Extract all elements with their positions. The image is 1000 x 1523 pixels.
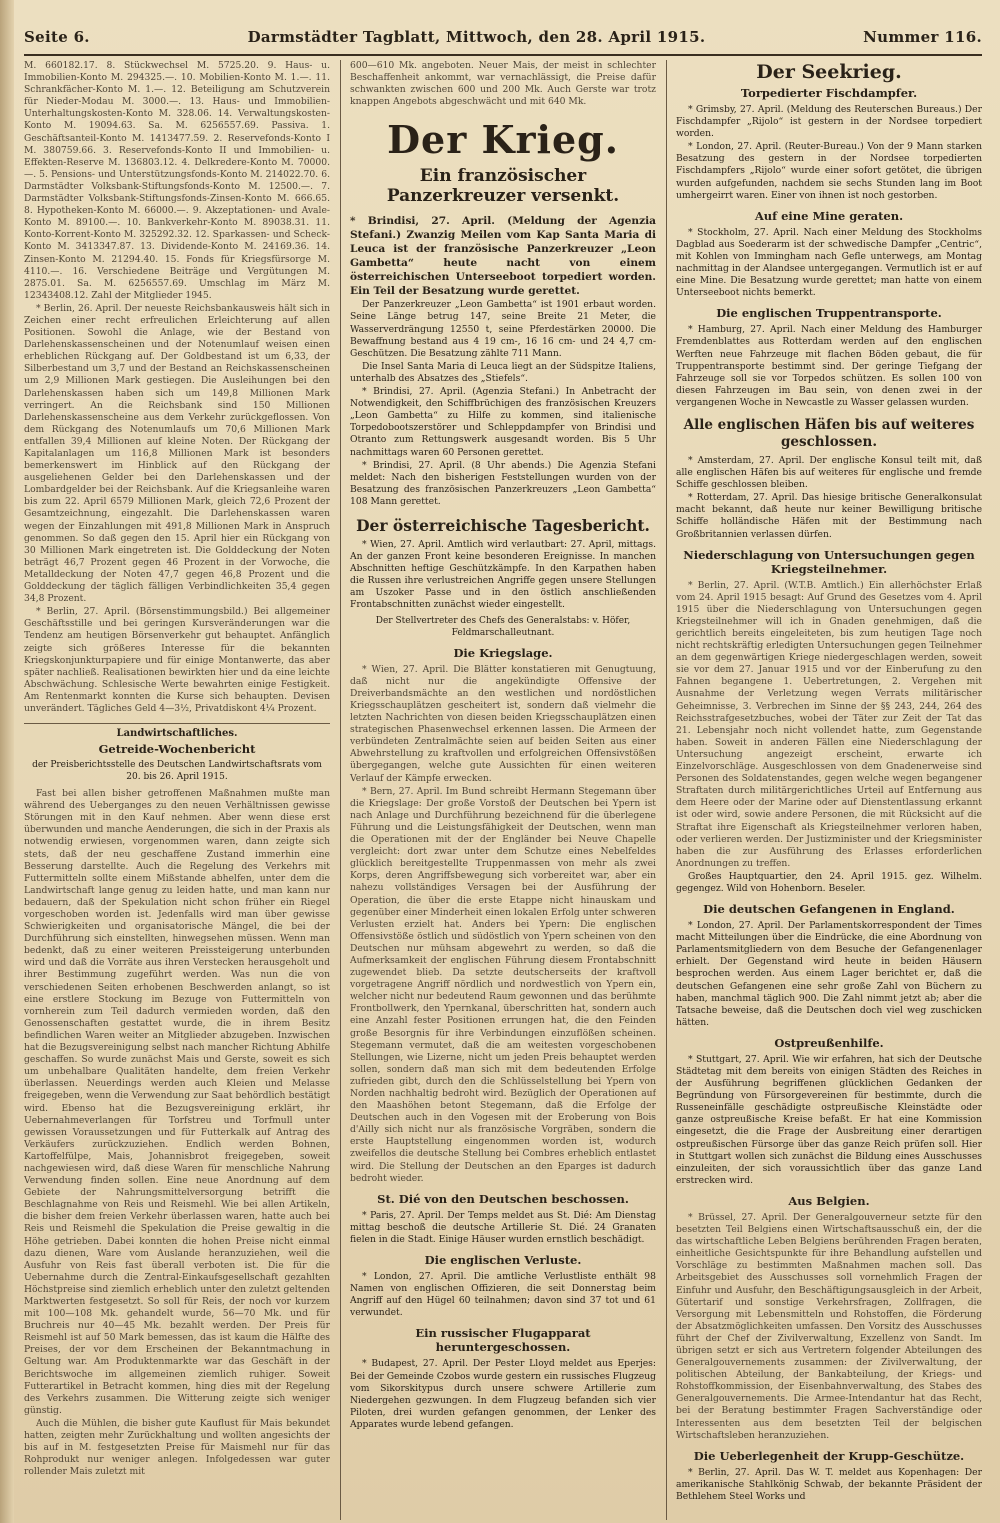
article-text: * Paris, 27. April. Der Temps meldet aus St. Dié: Am Dienstag mittag beschoß die deutsche Artillerie St. Dié. 24 Granaten fielen in die Stadt. Einige Häuser wurden ernstlich beschädigt.: [350, 1209, 656, 1245]
column-2: [340, 60, 656, 1520]
column-1: [24, 60, 330, 1520]
signature: Der Stellvertreter des Chefs des Generalstabs: v. Höfer, Feldmarschalleutnant.: [375, 615, 631, 638]
article-text: * Stockholm, 27. April. Nach einer Meldung des Stockholms Dagblad aus Soederarm ist der schwedische Dampfer „Centric“, mit Kohlen von Immingham nach Gefle unterwegs, am Montag nachmittag in der Alandsee untergegangen. Vermutlich ist er auf eine Mine. Die Besatzung wurde gerettet; man hatte von einem Unterseeboot nichts bemerkt.: [676, 226, 982, 299]
grain-report-text-continued: Auch die Mühlen, die bisher gute Kauflust für Mais bekundet hatten, zeigten mehr Zurückhaltung und wollten angesichts der bis auf in M. festgesetzten Preise für Maismehl nur für das Rohprodukt nur weniger anlegen. Infolgedessen war guter rollender Mais zuletzt mit: [24, 1417, 330, 1478]
article-text: * Hamburg, 27. April. Nach einer Meldung des Hamburger Fremdenblattes aus Rotterdam werden auf den englischen Werften neue Fahrzeuge mit flachen Böden gebaut, die für Truppentransporte bestimmt sind. Der geringe Tiefgang der Fahrzeuge soll sie vor Torpedos schützen. Es sollen 100 von diesen Fahrzeugen im Bau sein, von denen zwei in der vergangenen Woche in Newcastle zu Wasser gelassen wurden.: [676, 324, 982, 408]
article-text: * Amsterdam, 27. April. Der englische Konsul teilt mit, daß alle englischen Häfen bis auf weiteres für englische und fremde Schiffe geschlossen bleiben.: [676, 454, 982, 491]
headline-torpedoed-trawler: Torpedierter Fischdampfer.: [740, 86, 918, 100]
headline-prisoners-england: Die deutschen Gefangenen in England.: [703, 902, 955, 917]
masthead: [24, 28, 982, 56]
article-text: * Berlin, 27. April. Das W. T. meldet aus Kopenhagen: Der amerikanische Stahlkönig Schwab, der bekannte Präsident der Bethlehem Steel Works und: [676, 1466, 982, 1502]
article-text: * Brüssel, 27. April. Der Generalgouverneur setzte für den besetzten Teil Belgiens einen Wirtschaftsausschuß ein, der die das wirtschaftliche Leben Belgiens berührenden Fragen beraten, einheitliche Gesichtspunkte für ihre Behandlung aufstellen und Vorschläge zu bestimmten Maßnahmen machen soll. Das Arbeitsgebiet des Ausschusses soll vornehmlich Fragen der Einfuhr und Ausfuhr, den Beschäftigungsausgleich in der Arbeit, Gütertarif und sonstige Verkehrsfragen, Zollfragen, die Versorgung mit Lebensmitteln und Rohstoffen, die Förderung der Absatzmöglichkeiten umfassen. Den Vorsitz des Ausschusses führt der Chef der Zivilverwaltung, Exzellenz von Sandt. Im übrigen setzt er sich aus Vertretern folgender Abteilungen des Generalgouvernements zusammen: der Zivilverwaltung, der politischen Abteilung, der Bankabteilung, der Kriegs- und Rohstoffkommission, der Eisenbahnverwaltung, des Stabes des Generalgouvernements. Die Armee-Intendantur hat das Recht, bei der Beratung bestimmter Fragen Sachverständige oder Interessenten aus dem besetzten Teil der belgischen Wirtschaftsleben heranzuziehen.: [676, 1211, 982, 1441]
headline-english-losses: Die englischen Verluste.: [424, 1253, 582, 1268]
headline-austrian-report: Der österreichische Tagesbericht.: [356, 515, 650, 535]
headline-east-prussia-aid: Ostpreußenhilfe.: [774, 1035, 884, 1050]
article-text: Der Panzerkreuzer „Leon Gambetta“ ist 1901 erbaut worden. Seine Länge betrug 147, seine Breite 21 Meter, die Wasserverdrängung 12550 t, seine Pferdestärken 20000. Die Bewaffnung bestand aus 4 19 cm-, 16 16 cm- und 24 4,7 cm-Geschützen. Die Besatzung zählte 711 Mann.: [350, 299, 656, 359]
article-text: * Brindisi, 27. April. (8 Uhr abends.) Die Agenzia Stefani meldet: Nach den bisherigen Feststellungen wurden von der Besatzung des französischen Panzerkreuzers „Leon Gambetta“ 108 Mann gerettet.: [350, 459, 656, 507]
article-text: * Stuttgart, 27. April. Wie wir erfahren, hat sich der Deutsche Städtetag mit dem bereits von einigen Städten des Reiches in der Ausführung begriffenen glücklichen Gedanken der Begründung von Fürsorgevereinen für bestimmte, durch die Russeneinfälle geschädigte ostpreußische Kleinstädte oder ganze ostpreußische Kreise befaßt. Er hat eine Kommission eingesetzt, die die Frage der Ausbreitung einer derartigen ostpreußischen Fürsorge über das ganze Reich prüfen soll. Hier in Stuttgart wollen sich zunächst die Bildung eines Ausschusses einzuleiten, der sich voraussichtlich über das ganze Land erstrecken wird.: [676, 1053, 982, 1186]
article-text: * Wien, 27. April. Amtlich wird verlautbart: 27. April, mittags. An der ganzen Front keine besonderen Ereignisse. In manchen Abschnitten heftige Geschützkämpfe. In den Karpathen haben die Russen ihre verlustreichen Angriffe gegen unsere Stellungen am Uszoker Passe und in den östlich anschließenden Frontabschnitten zunächst wieder eingestellt.: [350, 538, 656, 611]
page-fold-shadow: [0, 0, 14, 1523]
headline-ports-closed: Alle englischen Häfen bis auf weiteres geschlossen.: [683, 416, 975, 450]
issue-number: Nummer 116.: [863, 28, 982, 46]
headline-naval-war: Der Seekrieg.: [756, 61, 902, 83]
page-number: Seite 6.: [24, 28, 90, 46]
section-heading-agriculture: Landwirtschaftliches.: [24, 723, 330, 740]
reichsbank-report-text: * Berlin, 26. April. Der neueste Reichsbankausweis hält sich in Zeichen einer recht erfreulichen Erleichterung auf allen Positionen. Sowohl die Anlage, wie der Bestand von Darlehenskassenscheinen und der Notenumlauf weisen einen erheblichen Rückgang auf. Der Goldbestand ist um 6,33, der Silberbestand um 3,7 und der Bestand an Reichskassenscheinen um 2,9 Millionen Mark gestiegen. Die Ausleihungen bei den Darlehenskassen haben sich um 149,8 Millionen Mark verringert. An die Reichsbank sind 150 Millionen Darlehenskassenscheine aus dem Verkehr zurückgeflossen. Von dem Rückgang des Notenumlaufs um 70,6 Millionen Mark entfallen 39,4 Millionen auf kleine Noten. Der Rückgang der Kapitalanlagen um 116,8 Millionen Mark ist besonders bemerkenswert im Hinblick auf den Rückgang der ausgeliehenen Gelder bei den Darlehenskassen und der Lombardgelder bei der Reichsbank. Auf die Kriegsanleihe waren bis zum 22. April 6579 Millionen Mark, gleich 72,6 Prozent der Gesamtzeichnung, eingezahlt. Die Darlehenskassen waren wegen der Einzahlungen mit 491,8 Millionen Mark in Anspruch genommen. So daß gegen den 15. April hier ein Rückgang von 30 Millionen Mark eingetreten ist. Die Golddeckung der Noten beträgt 46,7 Prozent gegen 46 Prozent in der Vorwoche, die Metalldeckung der Noten 47,7 gegen 46,8 Prozent und die Golddeckung der täglich fälligen Verbindlichkeiten 35,4 gegen 34,8 Prozent.: [24, 302, 330, 605]
lead-paragraph: * Brindisi, 27. April. (Meldung der Agenzia Stefani.) Zwanzig Meilen vom Kap Santa Maria di Leuca ist der französische Panzerkreuzer „Leon Gambetta“ heute nacht von einem österreichischen Unterseeboot torpediert worden. Ein Teil der Besatzung wurde gerettet.: [350, 215, 656, 298]
article-text: Die Insel Santa Maria di Leuca liegt an der Südspitze Italiens, unterhalb des Absatzes des „Stiefels“.: [350, 360, 656, 384]
article-text: * Rotterdam, 27. April. Das hiesige britische Generalkonsulat macht bekannt, daß heute nur keiner Bewilligung britische Schiffe holländische Häfen mit der Bestimmung nach Großbritannien verlassen dürfen.: [676, 492, 982, 540]
grain-report-subheading: der Preisberichtsstelle des Deutschen Landwirtschaftsrats vom 20. bis 26. April 1915.: [32, 760, 322, 782]
article-text: * Berlin, 27. April. (W.T.B. Amtlich.) Ein allerhöchster Erlaß vom 24. April 1915 besagt: Auf Grund des Gesetzes vom 4. April 1915 über die Niederschlagung von Untersuchungen gegen Kriegsteilnehmer will ich in Gnaden genehmigen, daß die gerichtlich bereits eingeleiteten, bis zum heutigen Tage noch nicht rechtskräftig erledigten Untersuchungen gegen Teilnehmer an dem gegenwärtigen Kriege niedergeschlagen werden, soweit sie vor dem 27. Januar 1915 und vor der Einberufung zu den Fahnen begangene 1. Uebertretungen, 2. Vergehen mit Ausnahme der Verletzung wegen Verrats militärischer Geheimnisse, 3. Verbrechen im Sinne der §§ 243, 244, 264 des Reichsstrafgesetzbuches, wobei der Täter zur Zeit der Tat das 21. Lebensjahr noch nicht vollendet hatte, zum Gegenstande haben. Soweit in anderen Fällen eine Niederschlagung der Untersuchung angezeigt erscheint, erwarte ich Einzelvorschläge. Ausgeschlossen von dem Gnadenerweise sind Personen des Soldatenstandes, gegen welche wegen begangener Straftaten durch militärgerichtliches Urteil auf Entfernung aus dem Heere oder der Marine oder auf Dienstentlassung erkannt ist oder wird, sowie andere Personen, die mit Rücksicht auf die Straftat ihre Eigenschaft als Kriegsteilnehmer verloren haben, oder verlieren werden. Der Justizminister und der Kriegsminister haben die zur Ausführung des Erlasses erforderlichen Anordnungen zu treffen.: [676, 579, 982, 869]
headline-war-situation: Die Kriegslage.: [453, 645, 553, 660]
headline-mine: Auf eine Mine geraten.: [754, 208, 904, 223]
article-text: * Budapest, 27. April. Der Pester Lloyd meldet aus Eperjes: Bei der Gemeinde Czobos wurde gestern ein russisches Flugzeug vom Sikorskitypus durch unsere schwere Artillerie zum Niedergehen gezwungen. In dem Flugzeug befanden sich vier Piloten, drei wurden gefangen genommen, der Lenker des Apparates wurde lebend gefangen.: [350, 1358, 656, 1430]
article-text: * Wien, 27. April. Die Blätter konstatieren mit Genugtuung, daß nicht nur die angekündigte Offensive der Dreiverbandsmächte an den westlichen und nordöstlichen Kriegsschauplätzen gescheitert ist, sondern daß vielmehr die letzten Nachrichten von diesen beiden Kriegsschauplätzen einen strategischen Phasenwechsel erkennen lassen. Die Armeen der verbündeten Zentralmächte seien auf beiden Seiten aus einer Abwehrstellung zu kraftvollen und erfolgreichen Offensivstößen übergegangen, welche gute Aussichten für einen weiteren Verlauf der Kämpfe erwecken.: [350, 663, 656, 784]
headline-st-die: St. Dié von den Deutschen beschossen.: [377, 1191, 629, 1206]
headline-investigations: Niederschlagung von Untersuchungen gegen Kriegsteilnehmer.: [683, 547, 975, 576]
boerse-report-text: * Berlin, 27. April. (Börsenstimmungsbild.) Bei allgemeiner Geschäftsstille und bei geringen Kursveränderungen war die Tendenz am heutigen Börsenverkehr gut behauptet. Anfänglich zeigte sich größeres Interesse für die bekannten Kriegskonjunkturpapiere und für einige Montanwerte, das aber später nachließ. Realisationen bewirkten hier und da eine leichte Abschwächung. Schlesische Werte bewahrten einige Festigkeit. Am Rentenmarkt konnten die Kurse sich behaupten. Devisen unverändert. Tägliches Geld 4—3½, Privatdiskont 4¼ Prozent.: [24, 606, 330, 714]
article-text: Großes Hauptquartier, den 24. April 1915. gez. Wilhelm. gegengez. Wild von Hohenborn. Beseler.: [676, 870, 982, 894]
article-text: * London, 27. April. Der Parlamentskorrespondent der Times macht Mitteilungen über die Eindrücke, die eine Abordnung von Parlamentsmitgliedern von dem Besuche der Gefangenenlager erhielt. Der Gegenstand wird heute in beiden Häusern besprochen werden. Aus einem Lager berichtet er, daß die deutschen Gefangenen eine sehr große Zahl von Büchern zu haben, manchmal täglich 900. Die Zahl nimmt jetzt ab; aber die Tatsache beweise, daß die Deutschen doch viel weg zuschicken hätten.: [676, 920, 982, 1028]
article-text: * London, 27. April. Die amtliche Verlustliste enthält 98 Namen von englischen Offizieren, die seit Donnerstag beim Angriff auf den Hügel 60 teilnahmen; davon sind 37 tot und 61 verwundet.: [350, 1271, 656, 1319]
article-text: * Bern, 27. April. Im Bund schreibt Hermann Stegemann über die Kriegslage: Der große Vorstoß der Deutschen bei Ypern ist nach Anlage und Durchführung bezeichnend für die überlegene Führung und die Leistungsfähigkeit der Deutschen, wenn man die Operationen mit der der Engländer bei Neuve Chapelle vergleicht: dort zwar unter dem Schutze eines Nebelfeldes glücklich bereitgestellte Truppenmassen von mehr als zwei Korps, deren Angriffsbewegung sich vorbereitet war, aber ein nahezu vollständiges Versagen bei der Ausführung der Operation, die über die erste Etappe nicht hinauskam und gegenüber einer Minderheit einen lokalen Erfolg unter schweren Verlusten erzielt hat. Anders bei Ypern: Die englischen Offensivstöße östlich und südöstlich von Ypern scheinen von den Deutschen nur mühsam abgewehrt zu werden, so daß die Aufmerksamkeit der englischen Führung diesem Frontabschnitt zugewendet blieb. Da setzte deutscherseits der kraftvoll vorgetragene Angriff nördlich und nordwestlich von Ypern ein, welcher nicht nur bedeutend Raum gewonnen und das berühmte Frontbollwerk, den Ypernkanal, überschritten hat, sondern auch eine Anzahl fester Positionen errungen hat, die den Feinden große Besorgnis für ihre Verbindungen einzuflößen scheinen. Stegemann vermutet, daß die am weitesten vorgeschobenen Stellungen, wie Lizerne, nicht um jeden Preis behauptet werden sollen, sondern daß man sich mit dem bedeutenden Erfolge zufrieden gibt, durch den die Schlüsselstellung bei Ypern von Norden nachhaltig bedroht wird. Bezüglich der Operationen auf den Maashöhen betont Stegemann, daß die Erfolge der Deutschen auch in den Vogesen mit der Eroberung von Bois d'Ailly sich nicht nur als französische Vorgräben, sondern die erste Hauptstellung eingenommen worden ist, wodurch zweifellos die deutsche Stellung bei Combres erheblich entlastet wird. Die Stellung der Deutschen an den Eparges ist dadurch bedroht wieder.: [350, 785, 656, 1184]
article-text: * Brindisi, 27. April. (Agenzia Stefani.) In Anbetracht der Notwendigkeit, den Schiffbrüchigen des französischen Kreuzers „Leon Gambetta“ zu Hilfe zu kommen, sind italienische Torpedobootszerstörer und Schleppdampfer von Brindisi und Otranto zum Rettungswerk ausgesandt worden. Bis 5 Uhr nachmittags waren 60 Personen gerettet.: [350, 386, 656, 458]
headline-krupp-guns: Die Ueberlegenheit der Krupp-Geschütze.: [693, 1448, 965, 1463]
grain-report-heading: Getreide-Wochenbericht: [98, 742, 256, 757]
paper-title-date: Darmstädter Tagblatt, Mittwoch, den 28. April 1915.: [247, 28, 706, 46]
financial-report-text: M. 660182.17. 8. Stückwechsel M. 5725.20. 9. Haus- u. Immobilien-Konto M. 294325.—. 10. Mobilien-Konto M. 1.—. 11. Schrankfächer-Konto M. 1.—. 12. Beteiligung am Schutzverein für Nieder-Modau M. 3000.—. 13. Haus- und Immobilien-Unterhaltungskosten-Konto M. 328.06. 14. Verwaltungskosten-Konto M. 19094.63. Sa. M. 6256557.69. Passiva. 1. Geschäftsanteil-Konto M. 1413477.59. 2. Reservefonds-Konto I M. 380759.66. 3. Reservefonds-Konto II und Immobilien- u. Effekten-Reserve M. 136803.12. 4. Delkredere-Konto M. 70000.—. 5. Pensions- und Unterstützungsfonds-Konto M. 214022.70. 6. Darmstädter Volksbank-Stiftungsfonds-Konto M. 12500.—. 7. Darmstädter Volksbank-Stiftungsfonds-Zinsen-Konto M. 666.65. 8. Hypotheken-Konto M. 66000.—. 9. Akzeptationen- und Avale-Konto M. 89100.—. 10. Bankverkehr-Konto M. 89038.31. 11. Konto-Korrent-Konto M. 325292.32. 12. Sparkassen- und Scheck-Konto M. 3413347.87. 13. Dividende-Konto M. 24169.36. 14. Zinsen-Konto M. 21294.40. 15. Fonds für Kriegsfürsorge M. 4110.—. 16. Verschiedene Beiträge und Vergütungen M. 2875.01. Sa. M. 6256557.69. Umschlag im März M. 12343408.12. Zahl der Mitglieder 1945.: [24, 60, 330, 301]
column-3: [666, 60, 982, 1520]
main-headline-war: Der Krieg.: [387, 117, 619, 163]
article-text: * Grimsby, 27. April. (Meldung des Reuterschen Bureaus.) Der Fischdampfer „Rijolo“ ist gestern in der Nordsee torpediert worden.: [676, 104, 982, 140]
headline-belgium: Aus Belgien.: [788, 1193, 870, 1208]
headline-cruiser-sunk: Ein französischer Panzerkreuzer versenkt.: [386, 166, 620, 207]
columns: [24, 60, 982, 1520]
headline-troop-transports: Die englischen Truppentransporte.: [716, 306, 942, 321]
grain-report-text: Fast bei allen bisher getroffenen Maßnahmen mußte man während des Ueberganges zu den neuen Verhältnissen gewisse Störungen mit in den Kauf nehmen. Aber wenn diese erst überwunden und manche Aenderungen, die sich in der Praxis als notwendig erwiesen, vorgenommen waren, dann zeigte sich stets, daß der neu geschaffene Zustand immerhin eine Besserung darstellte. Auch die Regelung des Verkehrs mit Futtermitteln sollte einem Mißstande abhelfen, unter dem die Landwirtschaft lange genug zu leiden hatte, und man kann nur bedauern, daß der Spekulation nicht schon früher ein Riegel vorgeschoben worden ist. Jedenfalls wird man über gewisse Schwierigkeiten und organisatorische Mängel, die bei der Durchführung sich einstellten, hinwegsehen müssen. Wenn man bedenkt, daß zu einer weiteren Preissteigerung unterbunden wird und daß die Vorräte aus ihren Verstecken herausgeholt und ihrer Bestimmung zugeführt werden. Was nun die von verschiedenen Seiten erhobenen Beschwerden anlangt, so ist eine erstlere Stockung im Bezuge von Futtermitteln von vornherein zum Teil dadurch vermieden worden, daß den Genossenschaften gestattet wurde, die in ihrem Besitz befindlichen Waren weiter an Mitglieder abzugeben. Inzwischen hat die Bezugsvereinigung selbst nach mancher Richtung Abhilfe geschaffen. So wurde zunächst Mais und Gerste, soweit es sich um unbehalbare Qualitäten handelte, dem freien Verkehr überlassen. Neuerdings werden auch Kleien und Melasse freigegeben, wenn die Verwendung zur Saat behördlich bestätigt wird. Ebenso hat die Bezugsvereinigung erklärt, ihr Uebernahmeverlangen für Torfstreu und Torfmull unter gewissen Voraussetzungen und für Futterkalk auf Antrag des Verkäufers zurückzuziehen. Endlich werden Bohnen, Kartoffelfülpe, Mais, Johannisbrot freigegeben, soweit nachgewiesen wird, daß diese Waren für menschliche Nahrung Verwendung finden sollen. Eine neue Anordnung auf dem Gebiete der Nahrungsmittelversorgung betrifft die Beschlagnahme von Reis und Reismehl. Wie bei allen Artikeln, die bisher dem freien Verkehr überlassen waren, hatte auch bei Reis und Reismehl die Spekulation die Preise gewaltig in die Höhe getrieben. Dabei konnten die hohen Preise nicht einmal dazu dienen, Ware vom Auslande heranzuziehen, weil die Ausfuhr von Reis fast überall verboten ist. Die für die Uebernahme durch die Zentral-Einkaufsgesellschaft gezahlten Höchstpreise sind ziemlich erheblich unter den zuletzt geltenden Marktwerten festgesetzt. So soll für Reis, der noch vor kurzem mit 100—108 Mk. gehandelt wurde, 56—70 Mk. und für Bruchreis nur 40—45 Mk. bezahlt werden. Der Preis für Reismehl ist auf 50 Mark bemessen, das ist kaum die Hälfte des Preises, der vor dem Erscheinen der Bekanntmachung in Geltung war. Am Produktenmarkte war das Geschäft in der Berichtswoche im allgemeinen ziemlich ruhiger. Soweit Futterartikel in Betracht kommen, hing dies mit der Regelung des Verkehrs zusammen. Die Witterung zeigte sich weniger günstig.: [24, 788, 330, 1416]
article-text: * London, 27. April. (Reuter-Bureau.) Von der 9 Mann starken Besatzung des gestern in der Nordsee torpedierten Fischdampfers „Rijolo“ wurde einer sofort getötet, die übrigen wurden aufgefunden, nachdem sie sechs Stunden lang im Boot umhergeirrt waren. Einer von ihnen ist noch gestorben.: [676, 141, 982, 201]
grain-report-continuation: 600—610 Mk. angeboten. Neuer Mais, der meist in schlechter Beschaffenheit ankommt, war vernachlässigt, die Preise dafür schwankten zwischen 600 und 200 Mk. Auch Gerste war trotz knappen Angebots abgeschwächt und mit 640 Mk.: [350, 60, 656, 108]
headline-russian-aircraft: Ein russischer Flugapparat heruntergeschossen.: [415, 1326, 591, 1355]
